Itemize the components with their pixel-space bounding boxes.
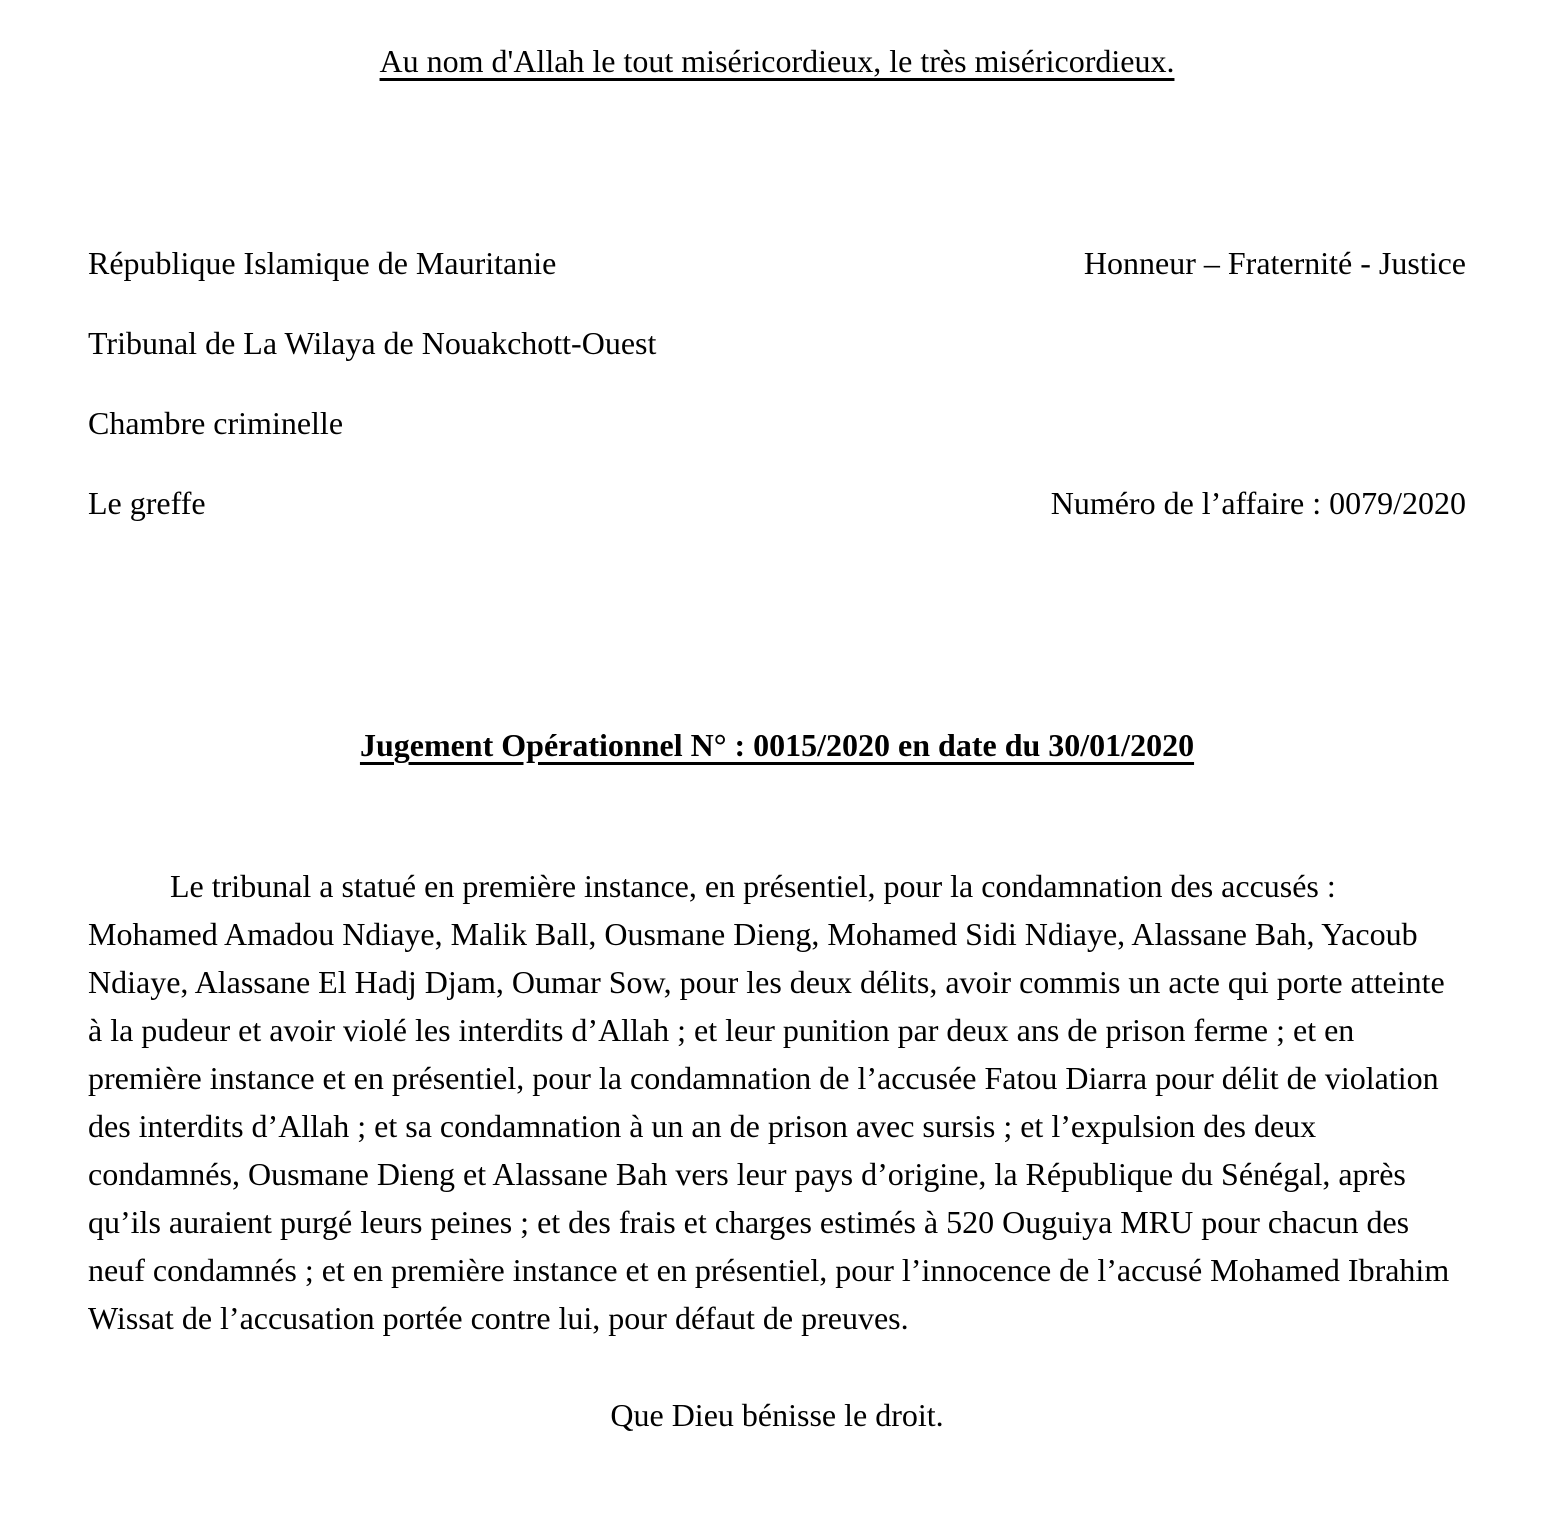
case-number: Numéro de l’affaire : 0079/2020	[1050, 485, 1466, 521]
registry-label: Le greffe	[88, 485, 206, 521]
tribunal-name: Tribunal de La Wilaya de Nouakchott-Ouest	[88, 325, 657, 361]
republic-name: République Islamique de Mauritanie	[88, 245, 557, 281]
closing-line: Que Dieu bénisse le droit.	[610, 1397, 944, 1433]
basmala-title: Au nom d'Allah le tout miséricordieux, le très miséricordieux.	[379, 43, 1175, 79]
letterhead-row-republic	[88, 242, 1466, 284]
letterhead-row-tribunal	[88, 322, 1466, 364]
judgment-body-paragraph: Le tribunal a statué en première instance, en présentiel, pour la condamnation des accusés : Mohamed Amadou Ndiaye, Malik Ball, Ousmane Dieng, Mohamed Sidi Ndiaye, Alassane Bah, Yacoub Ndiaye, Alassane El Hadj Djam, Oumar Sow, pour les deux délits, avoir commis un acte qui porte atteinte à la pudeur et avoir violé les interdits d’Allah ; et leur punition par deux ans de prison ferme ; et en première instance et en présentiel, pour la condamnation de l’accusée Fatou Diarra pour délit de violation des interdits d’Allah ; et sa condamnation à un an de prison avec sursis ; et l’expulsion des deux condamnés, Ousmane Dieng et Alassane Bah vers leur pays d’origine, la République du Sénégal, après qu’ils auraient purgé leurs peines ; et des frais et charges estimés à 520 Ouguiya MRU pour chacun des neuf condamnés ; et en première instance et en présentiel, pour l’innocence de l’accusé Mohamed Ibrahim Wissat de l’accusation portée contre lui, pour défaut de preuves.	[88, 868, 1450, 1336]
letterhead-row-registry	[88, 482, 1466, 524]
chamber-name: Chambre criminelle	[88, 405, 344, 441]
national-motto: Honneur – Fraternité - Justice	[1083, 245, 1466, 281]
letterhead	[88, 242, 1466, 524]
judgment-heading: Jugement Opérationnel N° : 0015/2020 en date du 30/01/2020	[359, 727, 1195, 763]
letterhead-row-chamber	[88, 402, 1466, 444]
